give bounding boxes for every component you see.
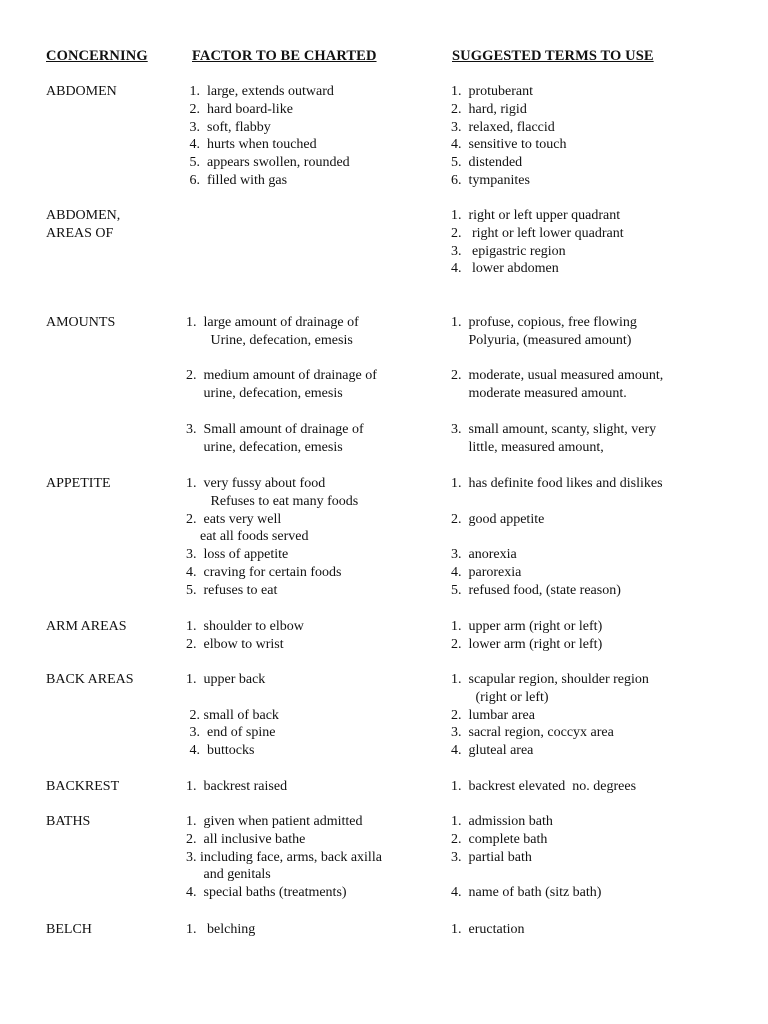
factor-line: 4. hurts when touched [186, 137, 317, 153]
suggested-term-line: 3. epigastric region [451, 243, 566, 259]
factor-line: 1. large, extends outward [186, 84, 334, 99]
suggested-term-line: moderate measured amount. [451, 386, 627, 402]
suggested-term-line: 3. relaxed, flaccid [451, 119, 555, 135]
suggested-term-line: 3. anorexia [451, 547, 517, 563]
suggested-term-line: 3. partial bath [451, 849, 532, 865]
suggested-term-line: 4. parorexia [451, 565, 522, 580]
factor-line: 1. upper back [186, 672, 266, 687]
suggested-term-line: 5. refused food, (state reason) [451, 582, 621, 598]
factor-line: 6. filled with gas [186, 173, 288, 188]
suggested-term-line: little, measured amount, [451, 439, 604, 455]
concerning-label: BELCH [46, 922, 92, 937]
suggested-term-line: 2. right or left lower quadrant [451, 225, 624, 241]
factor-line: urine, defecation, emesis [186, 439, 343, 455]
suggested-term-line: 2. hard, rigid [451, 101, 527, 117]
concerning-label: ABDOMEN [46, 84, 117, 99]
concerning-label: BACKREST [46, 779, 120, 794]
factor-line: eat all foods served [186, 529, 309, 545]
suggested-term-line: 5. distended [451, 155, 523, 171]
suggested-term-line: 4. lower abdomen [451, 261, 559, 277]
factor-line: 2. hard board-like [186, 101, 293, 117]
suggested-term-line: 4. sensitive to touch [451, 137, 567, 153]
factor-line: 2. medium amount of drainage of [186, 368, 377, 384]
factor-line: 2. elbow to wrist [186, 636, 284, 652]
suggested-term-line: 1. admission bath [451, 814, 553, 829]
factor-line: 3. end of spine [186, 725, 276, 741]
suggested-term-line: 2. lower arm (right or left) [451, 636, 603, 652]
factor-line: 3. soft, flabby [186, 119, 271, 135]
factor-line: 1. given when patient admitted [186, 814, 363, 829]
factor-line: 5. appears swollen, rounded [186, 155, 350, 171]
concerning-label: ABDOMEN, AREAS OF [46, 208, 121, 241]
concerning-label: BACK AREAS [46, 672, 134, 687]
factor-line: 1. backrest raised [186, 779, 288, 794]
factor-line: 1. very fussy about food [186, 476, 326, 491]
suggested-term-line: 1. backrest elevated no. degrees [451, 779, 637, 794]
suggested-term-line: 4. name of bath (sitz bath) [451, 885, 602, 901]
suggested-term-line: 2. good appetite [451, 511, 545, 527]
suggested-term-line: Polyuria, (measured amount) [451, 332, 632, 348]
factor-line: 4. special baths (treatments) [186, 885, 347, 901]
factor-line: 2. small of back [186, 707, 279, 723]
factor-line: 1. belching [186, 922, 256, 937]
factor-line: 4. buttocks [186, 743, 255, 759]
factor-line: 1. large amount of drainage of [186, 315, 359, 330]
factor-line: and genitals [186, 867, 271, 883]
factor-line: 1. shoulder to elbow [186, 619, 304, 634]
suggested-term-line: 2. complete bath [451, 831, 548, 847]
suggested-term-line: 2. lumbar area [451, 707, 535, 723]
factor-line: 4. craving for certain foods [186, 565, 342, 580]
concerning-label: ARM AREAS [46, 619, 127, 634]
factor-line: urine, defecation, emesis [186, 386, 343, 402]
factor-line: 5. refuses to eat [186, 582, 278, 598]
suggested-term-line: 1. upper arm (right or left) [451, 619, 603, 634]
suggested-term-line: 3. sacral region, coccyx area [451, 725, 614, 741]
suggested-term-line: 1. has definite food likes and dislikes [451, 476, 663, 491]
suggested-term-line: 1. eructation [451, 922, 525, 937]
header-factor-to-be-charted: FACTOR TO BE CHARTED [192, 48, 377, 64]
suggested-term-line: 4. gluteal area [451, 743, 534, 759]
concerning-label: AMOUNTS [46, 315, 116, 330]
factor-line: 2. all inclusive bathe [186, 831, 306, 847]
suggested-term-line: 1. protuberant [451, 84, 534, 99]
suggested-term-line: 1. right or left upper quadrant [451, 208, 621, 223]
suggested-term-line: 2. moderate, usual measured amount, [451, 368, 664, 384]
concerning-label: BATHS [46, 814, 91, 829]
factor-line: 2. eats very well [186, 511, 282, 527]
suggested-term-line: 3. small amount, scanty, slight, very [451, 421, 657, 437]
factor-line: 3. including face, arms, back axilla [186, 849, 382, 865]
factor-line: 3. Small amount of drainage of [186, 421, 364, 437]
header-suggested-terms: SUGGESTED TERMS TO USE [452, 48, 654, 64]
factor-line: 3. loss of appetite [186, 547, 289, 563]
factor-line: Refuses to eat many foods [186, 493, 359, 509]
suggested-term-line: 6. tympanites [451, 173, 530, 188]
concerning-label: APPETITE [46, 476, 111, 491]
factor-line: Urine, defecation, emesis [186, 332, 353, 348]
suggested-term-line: (right or left) [451, 689, 549, 705]
suggested-term-line: 1. profuse, copious, free flowing [451, 315, 637, 330]
header-concerning: CONCERNING [46, 48, 148, 64]
suggested-term-line: 1. scapular region, shoulder region [451, 672, 649, 687]
